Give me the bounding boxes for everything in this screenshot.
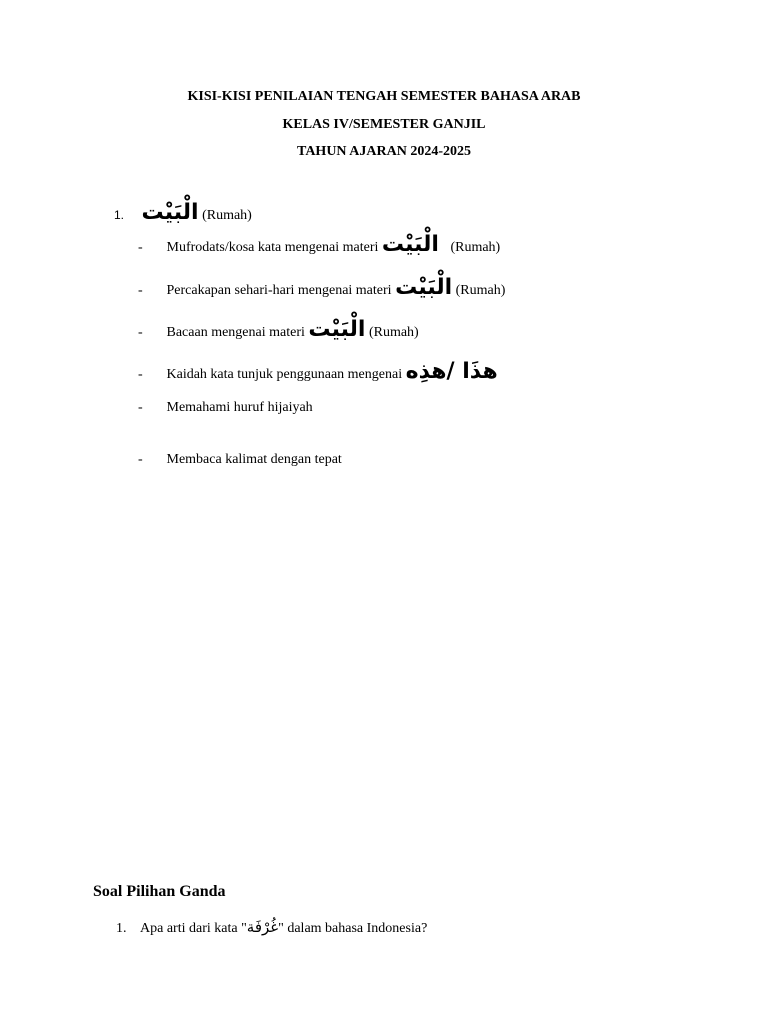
bullet-dash: - xyxy=(138,367,143,382)
bullet-item xyxy=(138,273,505,306)
bullet-item xyxy=(138,357,498,390)
topic-arabic-word: الْبَيْت xyxy=(141,200,199,225)
bullet-text: Membaca kalimat dengan tepat xyxy=(166,452,342,467)
topic-number: 1. xyxy=(114,208,125,222)
document-title: KISI-KISI PENILAIAN TENGAH SEMESTER BAHASA ARAB xyxy=(187,89,581,104)
bullet-item xyxy=(138,230,500,263)
bullet-text: Mufrodats/kosa kata mengenai materi xyxy=(166,240,379,255)
question-arabic-word: غُرْفَة xyxy=(246,918,279,936)
bullet-suffix: (Rumah) xyxy=(450,240,501,255)
bullet-arabic-demonstratives: هذَا /هذِه xyxy=(405,359,498,384)
topic-item xyxy=(114,198,252,231)
bullet-text: Percakapan sehari-hari mengenai materi xyxy=(166,283,392,298)
question-number: 1. xyxy=(116,921,127,936)
class-semester-heading: KELAS IV/SEMESTER GANJIL xyxy=(282,117,486,132)
section-title: Soal Pilihan Ganda xyxy=(93,883,226,900)
bullet-dash: - xyxy=(138,452,143,467)
question-prefix: Apa arti dari kata " xyxy=(140,921,247,936)
bullet-item xyxy=(138,445,342,475)
bullet-text: Bacaan mengenai materi xyxy=(166,325,305,340)
bullet-dash: - xyxy=(138,325,143,340)
bullet-item xyxy=(138,393,313,423)
bullet-dash: - xyxy=(138,400,143,415)
question-item xyxy=(116,916,427,940)
bullet-text: Memahami huruf hijaiyah xyxy=(166,400,313,415)
bullet-suffix: (Rumah) xyxy=(368,325,419,340)
bullet-text: Kaidah kata tunjuk penggunaan mengenai xyxy=(166,367,403,382)
question-suffix: " dalam bahasa Indonesia? xyxy=(278,921,428,936)
bullet-arabic-word: الْبَيْت xyxy=(381,232,439,257)
bullet-suffix: (Rumah) xyxy=(455,283,506,298)
bullet-item xyxy=(138,315,419,348)
bullet-dash: - xyxy=(138,240,143,255)
bullet-dash: - xyxy=(138,283,143,298)
bullet-arabic-word: الْبَيْت xyxy=(395,275,453,300)
bullet-arabic-word: الْبَيْت xyxy=(308,317,366,342)
topic-meaning: (Rumah) xyxy=(202,208,252,223)
academic-year-heading: TAHUN AJARAN 2024-2025 xyxy=(297,144,471,159)
